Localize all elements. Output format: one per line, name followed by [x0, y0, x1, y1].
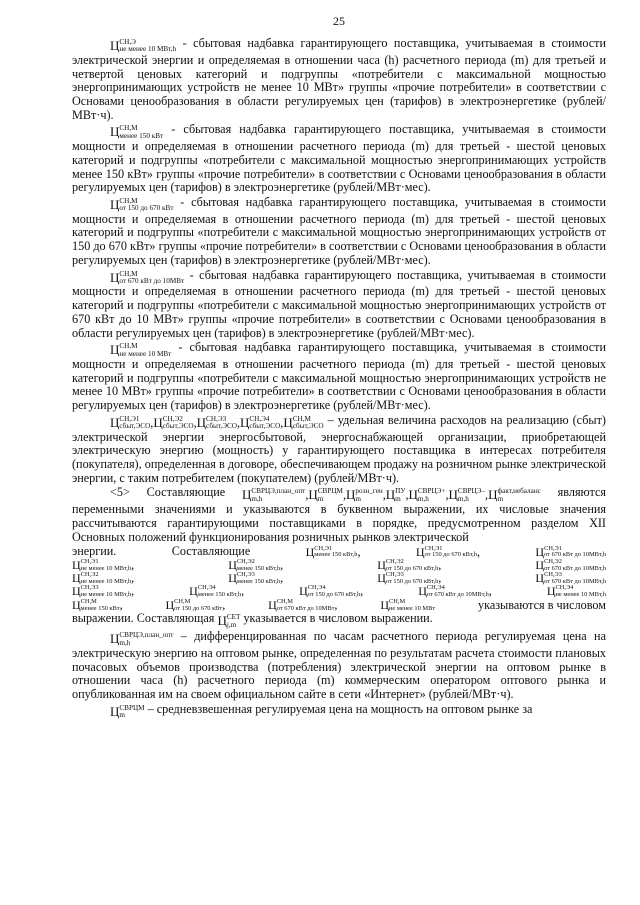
paragraph-2: Ц СН,М менее 150 кВт - сбытовая надбавка гарантирующего поставщика, учитываемая в стоимости мощности и определяемая в отношении расчетного периода (m) для третьей - шестой ценовых категорий и подгруппы «потребители с максимальной мощностью энергопринимающих устройств менее 150 кВт» группы «прочие потребители» в соответствии с Основами ценообразования в области регулируемых цен (тарифов) в электроэнергетике (рублей/МВт·мес).: [72, 122, 606, 195]
components-row: энергии. Составляющие Ц СН,Э1 менее 150 кВт,h , Ц СН,Э1 от 150 до 670 кВт,h , Ц СН,Э1 от 670 кВт до 10МВт,h: [72, 544, 606, 559]
formula-symbol: Ц СН,М не менее 10 МВт: [380, 598, 436, 613]
formula-symbol: Ц СН,Э1 от 150 до 670 кВт,h ,: [415, 544, 481, 559]
formula-symbol: Ц СН,Э3 от 150 до 670 кВт,h ,: [377, 571, 442, 586]
formula-symbol: Ц СН,М менее 150 кВт ,: [72, 598, 123, 613]
formula-symbol: Ц СН,М от 670 кВт до 10МВт ,: [268, 598, 338, 613]
formula-symbol: Ц СН,Э2 сбыт,ЭСО ,: [153, 414, 197, 431]
formula-symbol: Ц СН,Э3 менее 150 кВт,h ,: [228, 571, 284, 586]
paragraph-1: Ц СН,Э не менее 10 МВт,h - сбытовая надбавка гарантирующего поставщика, учитываемая в стоимости электрической энергии и определяемая в отношении часа (h) расчетного периода (m) для третьей и четвертой ценовых категорий и подгруппы «потребители с максимальной мощностью энергопринимающих устройств не менее 10 МВт» группы «прочие потребители» в соответствии с Основами ценообразования в области регулируемых цен (тарифов) в электроэнергетике (рублей/МВт·ч).: [72, 36, 606, 122]
formula-symbol: Ц СВРЦЭ,план_опт m,h: [110, 631, 174, 647]
formula-symbol: Ц СН,М от 670 кВт до 10МВт: [110, 269, 185, 285]
formula-symbol: Ц СН,Э4 сбыт,ЭСО ,: [239, 414, 284, 431]
paragraph-3: Ц СН,М от 150 до 670 кВт - сбытовая надбавка гарантирующего поставщика, учитываемая в стоимости мощности и определяемая в отношении расчетного периода (m) для третьей - шестой ценовых категорий и подгруппы «потребители с максимальной мощностью энергопринимающих устройств от 150 до 670 кВт» группы «прочие потребители» в соответствии с Основами ценообразования в области регулируемых цен (тарифов) в электроэнергетике (рублей/МВт·мес).: [72, 194, 606, 267]
formula-symbol: Ц СН,М не менее 10 МВт: [110, 342, 172, 358]
formula-symbol: Ц СН,Э не менее 10 МВт,h: [110, 38, 177, 54]
formula-symbol: Ц СН,Э4 не менее 10 МВт,h: [546, 584, 606, 599]
formula-symbol: Ц СВРЦМ m: [110, 703, 145, 720]
formula-symbol: Ц СН,Э2 от 150 до 670 кВт,h ,: [377, 558, 442, 573]
formula-symbol: Ц СН,Э1 от 670 кВт до 10МВт,h: [535, 544, 606, 559]
formula-symbol: Ц ПУ m ,: [385, 487, 409, 503]
components-row: [72, 585, 606, 598]
formula-symbol: Ц СН,Э1 сбыт,ЭСО ,: [110, 414, 154, 431]
paragraph-7: <5> Составляющие Ц СВРЦЭ,план_опт m,h ,Ц СВРЦМ m ,Ц розн_ген m ,Ц ПУ m ,Ц СВРЦЭ+ m,h ,Ц СВРЦЭ– m,h ,Ц факт,небаланс m являются переменными значениями и указываются в буквенном выражении, их числовые значения рассчитываются гарантирующими поставщиками в порядке, предусмотренном разделом XII Основных положений функционирования розничных рынков электрической: [72, 485, 606, 544]
formula-symbol: Ц СН,Э3 не менее 10 МВт,h ,: [72, 584, 135, 599]
paragraph-8: [72, 545, 606, 629]
formula-symbol: Ц розн_ген m ,: [345, 487, 386, 503]
paragraph-9: Ц СВРЦЭ,план_опт m,h – дифференцированная по часам расчетного периода регулируемая цена на электрическую энергию на оптовом рынке, определенная по результатам расчета стоимости плановых почасовых объемов производства (потребления) электрической энергии на оптовом рынке в отношении часа (h) расчетного периода (m) коммерческим оператором оптового рынка и опубликованная им на своем официальном сайте в сети «Интернет» (рублей/МВт·ч).: [72, 629, 606, 702]
formula-symbol: Ц СН,Э2 не менее 10 МВт,h ,: [72, 571, 135, 586]
paragraph-8-tail: выражении. Составляющая Ц СЕТ j,m указывается в числовом выражении.: [72, 611, 433, 629]
formula-symbol: Ц СН,Э3 сбыт,ЭСО ,: [196, 414, 240, 431]
paragraph-4: Ц СН,М от 670 кВт до 10МВт - сбытовая надбавка гарантирующего поставщика, учитываемая в стоимости мощности и определяемая в отношении расчетного периода (m) для третьей - шестой ценовых категорий и подгруппы «потребители с максимальной мощностью энергопринимающих устройств от 670 кВт до 10 МВт» группы «прочие потребители» в соответствии с Основами ценообразования в области регулируемых цен (тарифов) в электроэнергетике (рублей/МВт·мес).: [72, 267, 606, 340]
formula-symbol: Ц СН,М от 150 до 670 кВт: [110, 196, 174, 213]
components-row: [72, 572, 606, 585]
formula-symbol-list: [241, 485, 541, 503]
components-row: [72, 559, 606, 572]
components-row: Ц СН,М менее 150 кВт , Ц СН,М от 150 до 670 кВт , Ц СН,М от 670 кВт до 10МВт , Ц СН,М не менее 10 МВт указываются в числовом: [72, 597, 606, 613]
formula-symbol: Ц СН,Э4 менее 150 кВт,h ,: [189, 584, 245, 599]
paragraph-6: Ц СН,Э1 сбыт,ЭСО ,Ц СН,Э2 сбыт,ЭСО ,Ц СН,Э3 сбыт,ЭСО ,Ц СН,Э4 сбыт,ЭСО ,Ц СН,М сбыт,ЭСО – удельная величина расходов на реализацию (сбыт) электрической энергии энергосбытовой, энергоснабжающей организации, приобретающей электрическую энергию (мощность) у гарантирующего поставщика в интересах потребителя (покупателя), определенная в договоре, обеспечивающем продажу на розничном рынке электрической энергии, с таким потребителем (покупателем) (рублей/МВт·ч).: [72, 412, 606, 485]
paragraph-10: Ц СВРЦМ m – средневзвешенная регулируемая цена на мощность на оптовом рынке за: [110, 701, 533, 720]
formula-symbol-list: [110, 413, 324, 431]
formula-symbol: Ц СВРЦМ m ,: [308, 487, 346, 503]
formula-symbol: Ц СН,Э4 от 670 кВт до 10МВт,h ,: [418, 584, 492, 599]
page-number: 25: [333, 14, 345, 28]
formula-symbol: Ц СВРЦЭ,план_опт m,h ,: [241, 487, 309, 503]
paragraph-5: Ц СН,М не менее 10 МВт - сбытовая надбавка гарантирующего поставщика, учитываемая в стоимости мощности и определяемая в отношении расчетного периода (m) для третьей - шестой ценовых категорий и подгруппы «потребители с максимальной мощностью энергопринимающих устройств не менее 10 МВт» группы «прочие потребители» в соответствии с Основами ценообразования в области регулируемых цен (тарифов) в электроэнергетике (рублей/МВт·мес).: [72, 340, 606, 413]
formula-symbol: Ц СН,М сбыт,ЭСО: [283, 414, 324, 431]
formula-symbol: Ц СН,Э1 не менее 10 МВт,h ,: [72, 558, 135, 573]
formula-symbol: Ц СН,М менее 150 кВт: [110, 124, 164, 140]
formula-symbol: Ц СН,Э3 от 670 кВт до 10МВт,h: [535, 571, 606, 586]
formula-symbol: Ц СЕТ j,m: [217, 613, 241, 629]
formula-symbol: Ц СН,М от 150 до 670 кВт ,: [165, 598, 226, 613]
formula-symbol: Ц факт,небаланс m: [488, 487, 541, 503]
formula-symbol: Ц СН,Э2 менее 150 кВт,h ,: [228, 558, 284, 573]
formula-symbol: Ц СВРЦЭ+ m,h ,: [408, 487, 449, 503]
formula-symbol: Ц СН,Э2 от 670 кВт до 10МВт,h: [535, 558, 606, 573]
formula-symbol: Ц СН,Э1 менее 150 кВт,h ,: [305, 544, 361, 559]
formula-symbol: Ц СВРЦЭ– m,h ,: [448, 487, 489, 503]
formula-symbol: Ц СН,Э4 от 150 до 670 кВт,h ,: [299, 584, 364, 599]
